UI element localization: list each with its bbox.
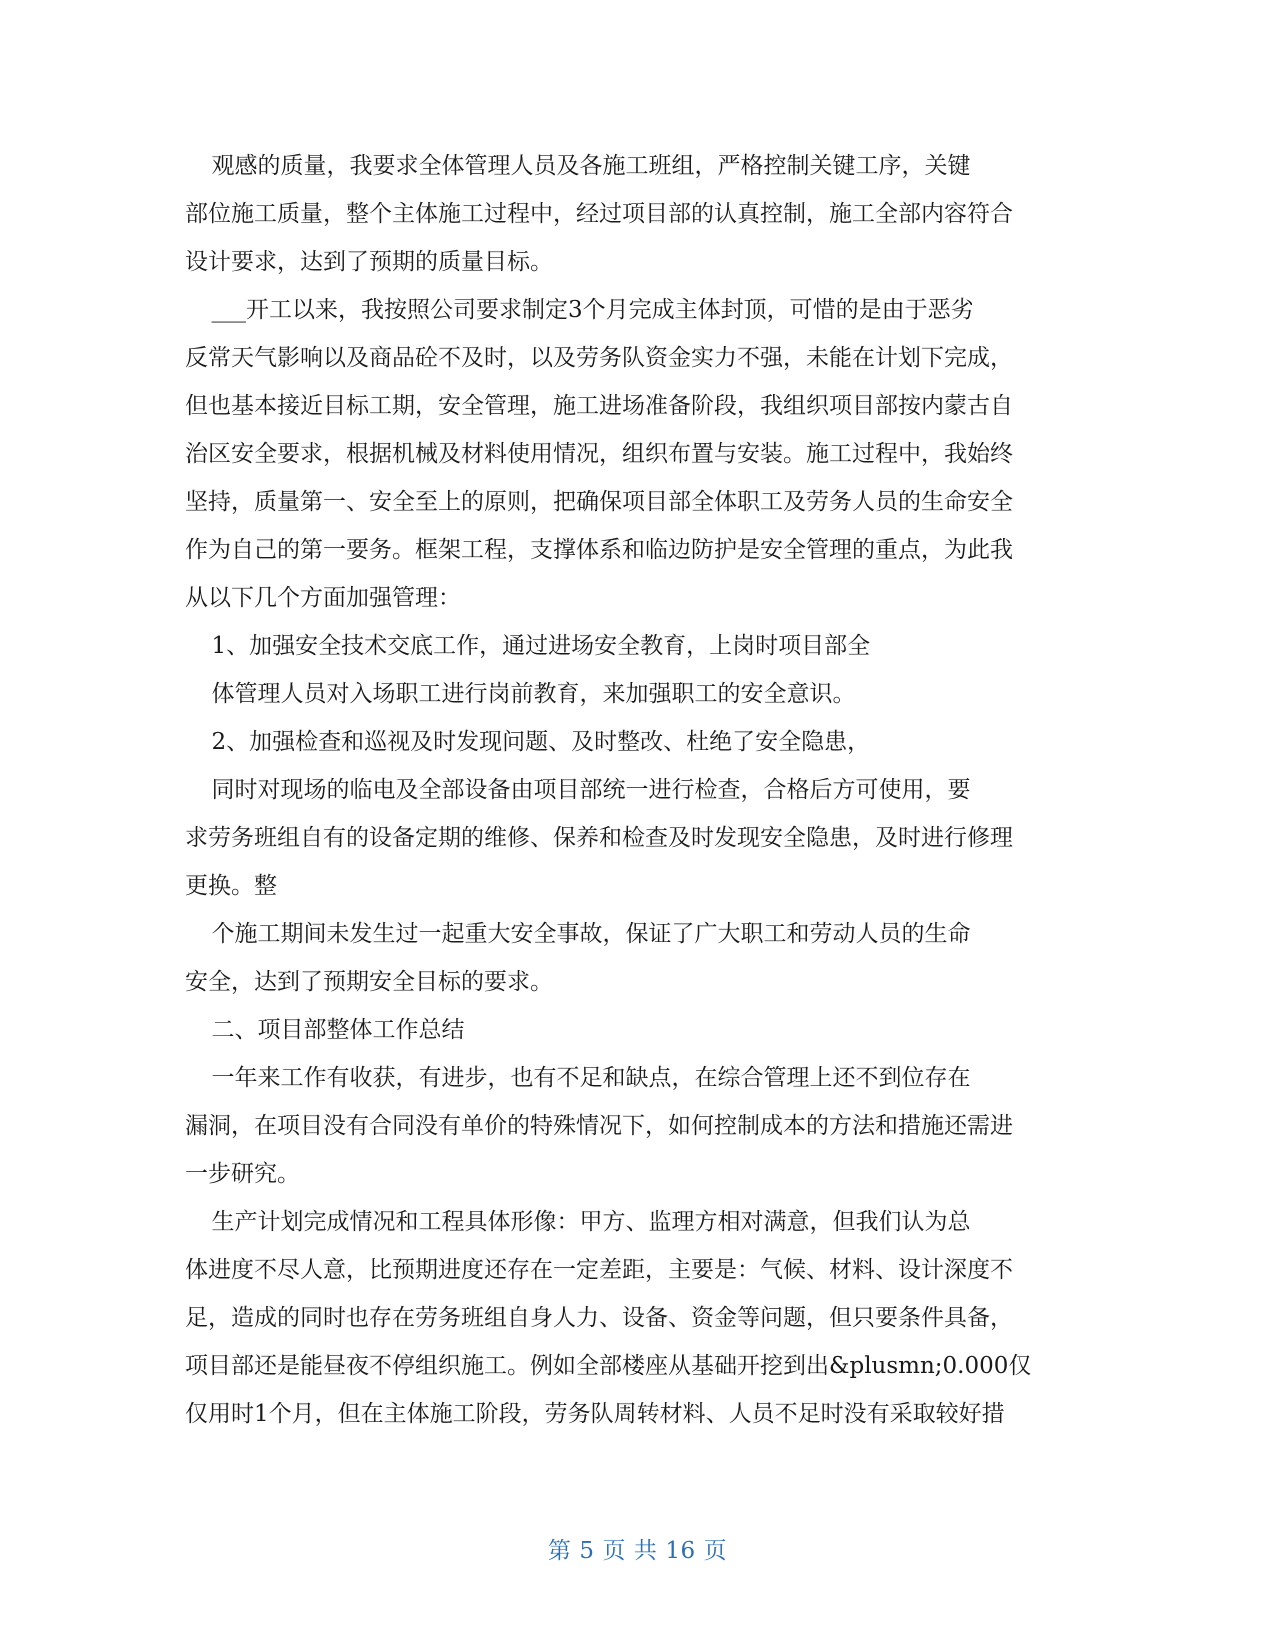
text-line: 仅用时1个月，但在主体施工阶段，劳务队周转材料、人员不足时没有采取较好措 xyxy=(185,1401,1005,1427)
text-line: 项目部还是能昼夜不停组织施工。例如全部楼座从基础开挖到出&plusmn;0.000仅 xyxy=(185,1353,1032,1379)
text-line: 观感的质量，我要求全体管理人员及各施工班组，严格控制关键工序，关键 xyxy=(211,153,971,179)
text-line: 作为自己的第一要务。框架工程，支撑体系和临边防护是安全管理的重点，为此我 xyxy=(185,537,1013,563)
text-line: 个施工期间未发生过一起重大安全事故，保证了广大职工和劳动人员的生命 xyxy=(211,921,971,947)
section-heading: 二、项目部整体工作总结 xyxy=(211,1017,465,1043)
page-footer xyxy=(0,1532,1275,1565)
text-line: ___开工以来，我按照公司要求制定3个月完成主体封顶，可惜的是由于恶劣 xyxy=(211,297,974,323)
footer-current-page: 5 xyxy=(579,1538,595,1564)
footer-total-pages: 16 xyxy=(665,1538,696,1564)
text-line: 1、加强安全技术交底工作，通过进场安全教育，上岗时项目部全 xyxy=(211,633,871,659)
body-text xyxy=(185,142,1085,1438)
footer-mid: 页 共 xyxy=(602,1538,658,1564)
text-line: 求劳务班组自有的设备定期的维修、保养和检查及时发现安全隐患，及时进行修理 xyxy=(185,825,1013,851)
text-line: 从以下几个方面加强管理： xyxy=(185,585,461,611)
footer-prefix: 第 xyxy=(547,1538,572,1564)
text-line: 一步研究。 xyxy=(185,1161,300,1187)
footer-suffix: 页 xyxy=(703,1538,728,1564)
text-line: 同时对现场的临电及全部设备由项目部统一进行检查，合格后方可使用，要 xyxy=(211,777,971,803)
text-line: 2、加强检查和巡视及时发现问题、及时整改、杜绝了安全隐患， xyxy=(211,729,871,755)
text-line: 安全，达到了预期安全目标的要求。 xyxy=(185,969,553,995)
text-line: 体进度不尽人意，比预期进度还存在一定差距，主要是：气候、材料、设计深度不 xyxy=(185,1257,1013,1283)
text-line: 坚持，质量第一、安全至上的原则，把确保项目部全体职工及劳务人员的生命安全 xyxy=(185,489,1013,515)
text-line: 部位施工质量，整个主体施工过程中，经过项目部的认真控制，施工全部内容符合 xyxy=(185,201,1013,227)
text-line: 漏洞，在项目没有合同没有单价的特殊情况下，如何控制成本的方法和措施还需进 xyxy=(185,1113,1013,1139)
text-line: 生产计划完成情况和工程具体形像：甲方、监理方相对满意，但我们认为总 xyxy=(211,1209,971,1235)
text-line: 反常天气影响以及商品砼不及时，以及劳务队资金实力不强，未能在计划下完成， xyxy=(185,345,1013,371)
text-line: 体管理人员对入场职工进行岗前教育，来加强职工的安全意识。 xyxy=(211,681,856,707)
text-line: 一年来工作有收获，有进步，也有不足和缺点，在综合管理上还不到位存在 xyxy=(211,1065,971,1091)
text-line: 更换。整 xyxy=(185,873,277,899)
text-line: 设计要求，达到了预期的质量目标。 xyxy=(185,249,553,275)
text-line: 治区安全要求，根据机械及材料使用情况，组织布置与安装。施工过程中，我始终 xyxy=(185,441,1013,467)
text-line: 但也基本接近目标工期，安全管理，施工进场准备阶段，我组织项目部按内蒙古自 xyxy=(185,393,1013,419)
text-line: 足，造成的同时也存在劳务班组自身人力、设备、资金等问题，但只要条件具备， xyxy=(185,1305,1013,1331)
